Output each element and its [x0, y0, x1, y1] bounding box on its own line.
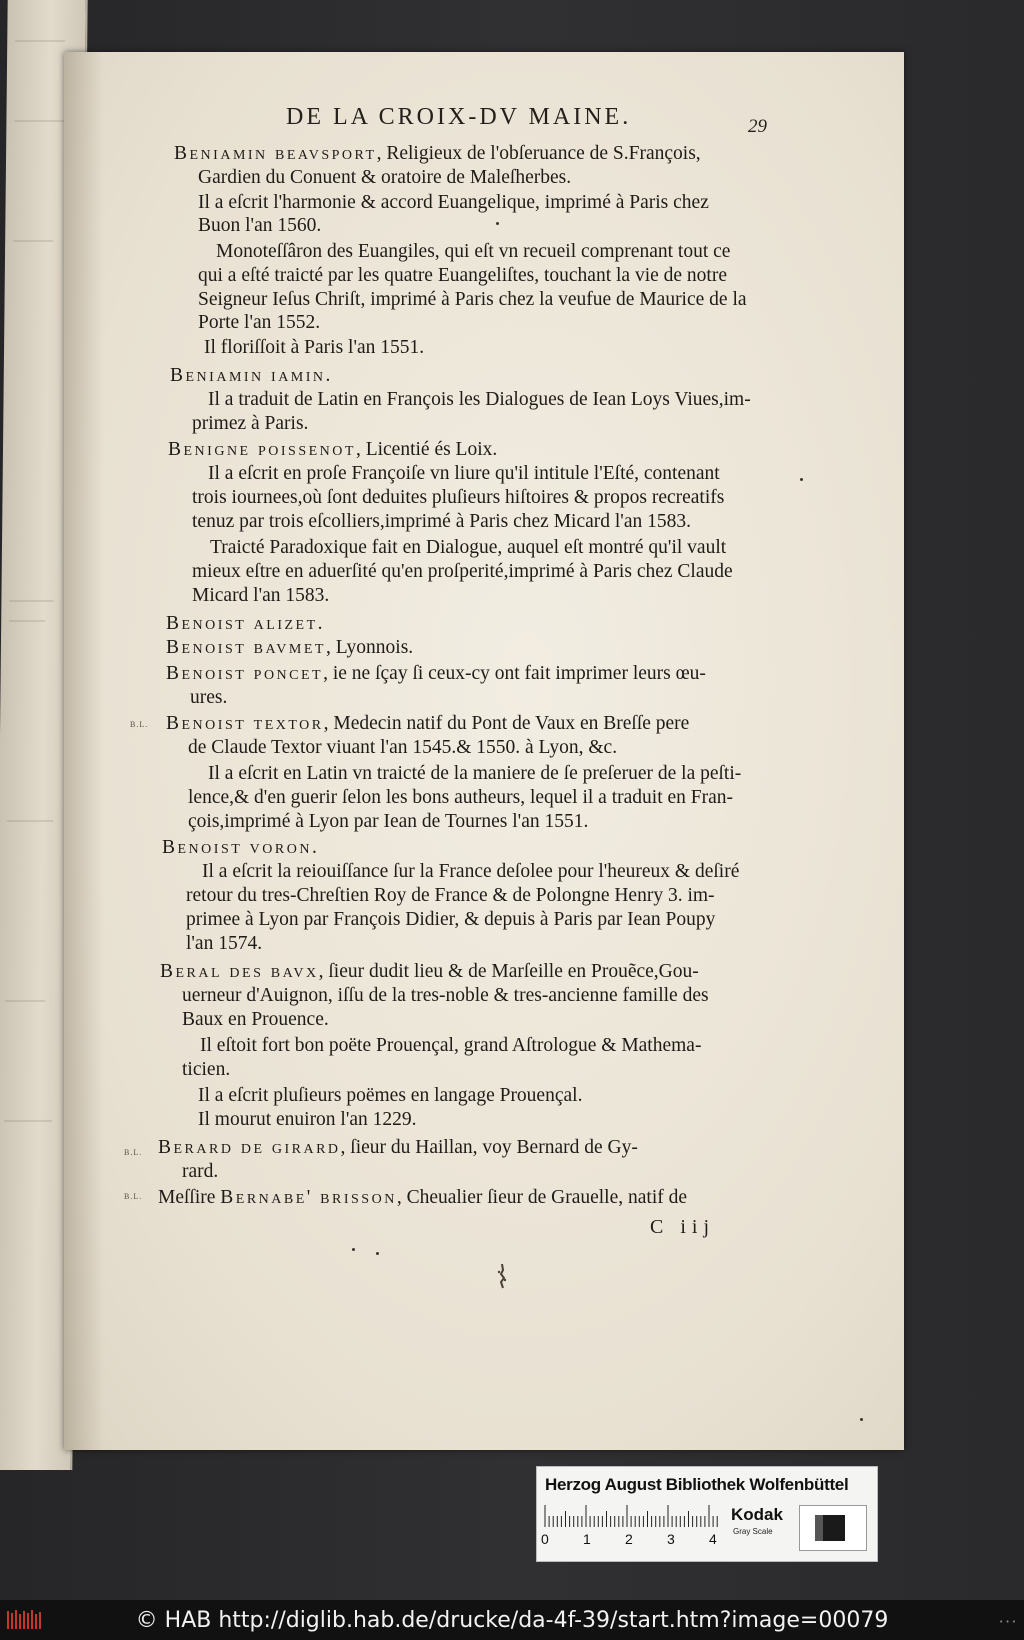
gray-scale-label: Gray Scale [733, 1527, 773, 1536]
text-line [198, 290, 747, 310]
text-segment: Il a eſcrit la reiouiſſance ſur la France deſolee pour l'heureux & deſiré [202, 861, 740, 882]
text-segment: trois iournees,où ſont deduites pluſieurs hiſtoires & propos recreatifs [192, 487, 725, 508]
margin-note: B.L. [124, 1148, 143, 1157]
text-segment: Il eſtoit fort bon poëte Prouençal, grand Aſtrologue & Mathema- [200, 1035, 702, 1056]
text-segment: Il a eſcrit pluſieurs poëmes en langage Prouençal. [198, 1085, 583, 1106]
ruler-number: 2 [625, 1531, 633, 1547]
text-segment: lence,& d'en guerir ſelon les bons autheurs, lequel il a traduit en Fran- [188, 787, 734, 808]
ruler-number: 0 [541, 1531, 549, 1547]
text-line [192, 586, 329, 606]
text-line [210, 538, 726, 558]
author-name: Benoist textor [166, 713, 324, 734]
text-line [198, 168, 571, 188]
entry-heading-line [166, 614, 323, 634]
text-line [204, 338, 424, 358]
signature-mark: C iij [650, 1216, 716, 1238]
text-line [192, 414, 308, 434]
ruler-scale [543, 1505, 721, 1527]
author-name: Bernabe' brisson [220, 1187, 397, 1208]
black-swatch [823, 1515, 845, 1541]
text-segment: çois,imprimé à Lyon par Iean de Tournes l'an 1551. [188, 811, 589, 832]
ruler-number: 1 [583, 1531, 591, 1547]
author-name: Beral des bavx [160, 961, 319, 982]
entry-heading-line [166, 714, 689, 734]
text-segment: , Religieux de l'obſeruance de S.François, [376, 143, 701, 164]
gray-swatch [815, 1515, 823, 1541]
text-segment: Traicté Paradoxique fait en Dialogue, auquel eſt montré qu'il vault [210, 537, 727, 558]
text-line [198, 266, 727, 286]
author-name: Benoist bavmet [166, 637, 326, 658]
author-name: Beniamin iamin [170, 365, 326, 386]
text-line [186, 910, 715, 930]
page-gutter-shadow [64, 52, 104, 1450]
text-line [188, 788, 733, 808]
text-segment: Monoteſſâron des Euangiles, qui eſt vn recueil comprenant tout ce [216, 241, 731, 262]
footer-bar [0, 1600, 1024, 1640]
author-name: Benoist poncet [166, 663, 324, 684]
text-segment: , Lyonnois. [325, 637, 414, 658]
color-calibration-card [536, 1466, 878, 1562]
text-line [200, 1036, 701, 1056]
text-segment: Il a eſcrit en Latin vn traicté de la maniere de ſe preſeruer de la peſti- [208, 763, 742, 784]
ink-speck [800, 478, 803, 481]
text-segment: uerneur d'Auignon, iſſu de la tres-noble & tres-ancienne famille des [182, 985, 709, 1006]
text-line [216, 242, 730, 262]
ruler-number: 3 [667, 1531, 675, 1547]
text-segment: de Claude Textor viuant l'an 1545.& 1550. à Lyon, &c. [188, 737, 618, 758]
text-segment: . [325, 365, 331, 386]
text-line [198, 313, 320, 333]
margin-note: B.L. [124, 1192, 143, 1201]
text-segment: Porte l'an 1552. [198, 312, 321, 333]
text-line [182, 1010, 329, 1030]
text-segment: , ſieur dudit lieu & de Marſeille en Prouẽce,Gou- [318, 961, 699, 982]
text-segment: ures. [190, 687, 228, 708]
text-segment: Baux en Prouence. [182, 1009, 329, 1030]
text-segment: qui a eſté traicté par les quatre Euangeliſtes, touchant la vie de notre [198, 265, 727, 286]
text-segment: mieux eſtre en aduerſité qu'en proſperité,imprimé à Paris chez Claude [192, 561, 733, 582]
text-line [198, 1110, 417, 1130]
text-line [186, 886, 715, 906]
text-segment: , Cheualier ſieur de Grauelle, natif de [396, 1187, 688, 1208]
ruler-number: 4 [709, 1531, 717, 1547]
ink-speck [860, 1418, 863, 1421]
text-line [182, 1162, 218, 1182]
entry-heading-line [174, 144, 701, 164]
entry-heading-line [160, 962, 699, 982]
text-line [208, 390, 751, 410]
text-segment: . [311, 837, 317, 858]
author-name: Benoist voron [162, 837, 312, 858]
text-segment: Il a eſcrit l'harmonie & accord Euangelique, imprimé à Paris chez [198, 192, 709, 213]
text-segment: , ſieur du Haillan, voy Bernard de Gy- [340, 1137, 638, 1158]
text-line [198, 216, 321, 236]
ornament-icon [496, 1262, 508, 1290]
entry-heading-line [170, 366, 330, 386]
text-segment: Seigneur Ieſus Chriſt, imprimé à Paris chez la veufue de Maurice de la [198, 289, 747, 310]
text-line [192, 562, 733, 582]
text-segment: primez à Paris. [192, 413, 309, 434]
text-segment: , Medecin natif du Pont de Vaux en Breſſe pere [323, 713, 690, 734]
text-segment: Buon l'an 1560. [198, 215, 322, 236]
entry-heading-line [158, 1138, 638, 1158]
text-segment: primee à Lyon par François Didier, & depuis à Paris par Iean Poupy [186, 909, 716, 930]
entry-heading-line [162, 838, 317, 858]
text-segment: Il floriſſoit à Paris l'an 1551. [204, 337, 425, 358]
text-segment: Il mourut enuiron l'an 1229. [198, 1109, 417, 1130]
ink-speck [496, 222, 499, 225]
text-line [182, 1060, 230, 1080]
text-segment: Gardien du Conuent & oratoire de Maleſherbes. [198, 167, 572, 188]
text-line [188, 738, 617, 758]
text-segment: , Licentié és Loix. [355, 439, 498, 460]
library-name: Herzog August Bibliothek Wolfenbüttel [545, 1475, 849, 1494]
text-segment: Meſſire [158, 1187, 221, 1208]
author-name: Berard de girard [158, 1137, 341, 1158]
text-line [190, 688, 227, 708]
text-segment: Il a traduit de Latin en François les Dialogues de Iean Loys Viues,im- [208, 389, 751, 410]
footer-dots: • • • [999, 1618, 1016, 1626]
text-line [186, 934, 262, 954]
text-segment: l'an 1574. [186, 933, 263, 954]
entry-heading-line [168, 440, 497, 460]
ink-speck [352, 1248, 355, 1251]
text-segment: , ie ne ſçay ſi ceux-cy ont fait imprimer leurs œu- [323, 663, 706, 684]
page-number: 29 [748, 116, 767, 137]
entry-heading-line [166, 664, 706, 684]
text-line [208, 464, 720, 484]
author-name: Benigne poissenot [168, 439, 356, 460]
text-segment: retour du tres-Chreſtien Roy de France & de Polongne Henry 3. im- [186, 885, 715, 906]
author-name: Benoist alizet [166, 613, 318, 634]
text-segment: Il a eſcrit en proſe Françoiſe vn liure qu'il intitule l'Eſté, contenant [208, 463, 720, 484]
text-line [192, 512, 691, 532]
text-line [198, 1086, 582, 1106]
text-segment: . [317, 613, 323, 634]
text-line [202, 862, 739, 882]
text-segment: Micard l'an 1583. [192, 585, 330, 606]
text-line [188, 812, 588, 832]
kodak-logo: Kodak [731, 1505, 783, 1524]
source-url-link[interactable]: © HAB http://diglib.hab.de/drucke/da-4f-39/start.htm?image=00079 [135, 1608, 889, 1633]
ink-speck [376, 1252, 379, 1255]
text-line [182, 986, 709, 1006]
author-name: Beniamin beavsport [174, 143, 377, 164]
text-segment: ticien. [182, 1059, 231, 1080]
text-line [208, 764, 741, 784]
running-header: DE LA CROIX-DV MAINE. [286, 104, 632, 130]
text-line [192, 488, 724, 508]
entry-heading-line [158, 1188, 687, 1208]
text-segment: rard. [182, 1161, 219, 1182]
entry-heading-line [166, 638, 413, 658]
text-segment: tenuz par trois eſcolliers,imprimé à Paris chez Micard l'an 1583. [192, 511, 691, 532]
margin-note: B.L. [130, 720, 149, 729]
text-line [198, 193, 709, 213]
